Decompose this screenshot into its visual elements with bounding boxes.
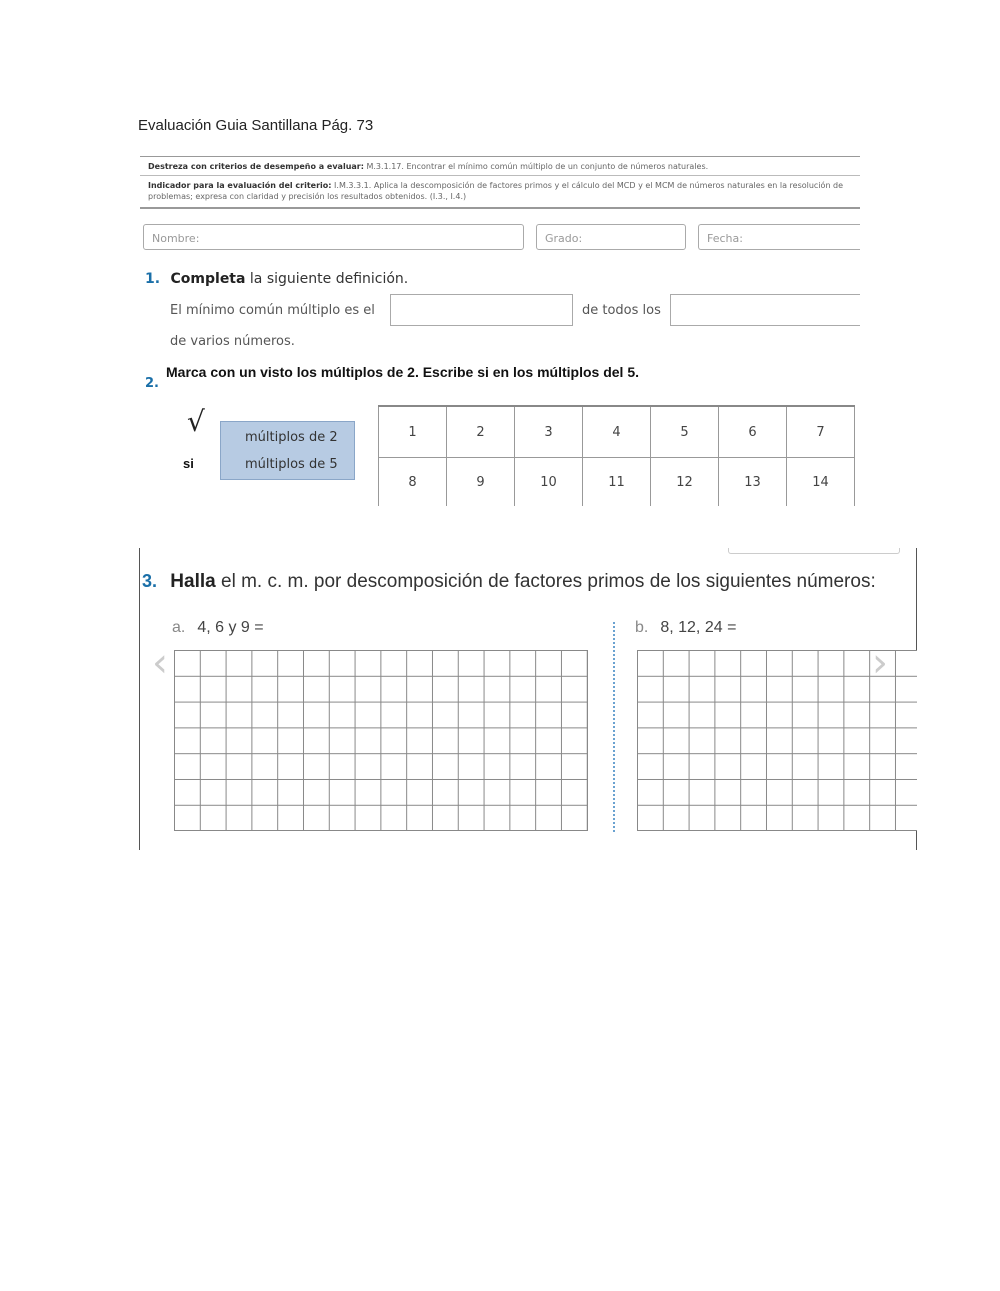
q2-number: 2. xyxy=(145,376,159,391)
number-cell[interactable]: 1 xyxy=(379,406,447,458)
criteria-header xyxy=(140,156,860,209)
column-divider xyxy=(613,622,615,832)
number-cell[interactable]: 10 xyxy=(515,458,583,507)
grid-workspace-a[interactable] xyxy=(174,650,588,831)
q1-line2: de varios números. xyxy=(170,334,295,349)
panel-top-tab xyxy=(728,548,900,554)
q1-title-rest: la siguiente definición. xyxy=(245,271,409,287)
panel-left-border xyxy=(139,548,140,850)
q1-title xyxy=(145,271,408,287)
numbers-table xyxy=(378,405,855,506)
q1-title-bold: Completa xyxy=(170,271,246,287)
q3-b-letter: b. xyxy=(635,619,649,636)
indicador-text: I.M.3.3.1. Aplica la descomposición de factores primos y el cálculo del MCD y el MCM de números naturales en la resolución de problemas; expresa con claridad y precisión los resultados obtenidos. (I.3., I.4.) xyxy=(148,181,844,201)
nombre-label: Nombre: xyxy=(152,232,200,245)
q3-b-text: 8, 12, 24 = xyxy=(660,619,737,636)
q3-part-b xyxy=(635,619,736,637)
check-mark-icon: √ xyxy=(187,405,205,438)
q3-part-a xyxy=(172,619,264,637)
fecha-label: Fecha: xyxy=(707,232,743,245)
number-cell[interactable]: 6 xyxy=(719,406,787,458)
destreza-row xyxy=(148,162,708,171)
number-cell[interactable]: 9 xyxy=(447,458,515,507)
nombre-field[interactable] xyxy=(143,224,524,250)
q1-number: 1. xyxy=(145,271,161,287)
destreza-text: M.3.1.17. Encontrar el mínimo común múltiplo de un conjunto de números naturales. xyxy=(366,162,709,171)
chevron-left-icon[interactable]: ‹ xyxy=(152,640,168,686)
q3-a-letter: a. xyxy=(172,619,186,636)
page-title: Evaluación Guia Santillana Pág. 73 xyxy=(138,117,374,134)
q3-title-rest: el m. c. m. por descomposición de factores primos de los siguientes números: xyxy=(215,571,876,592)
number-cell[interactable]: 8 xyxy=(379,458,447,507)
si-label: si xyxy=(183,456,194,471)
number-cell[interactable]: 3 xyxy=(515,406,583,458)
multiples-legend xyxy=(220,421,355,480)
q1-blank-2[interactable] xyxy=(670,294,860,326)
number-cell[interactable]: 14 xyxy=(787,458,855,507)
legend-multiplos-5: múltiplos de 5 xyxy=(245,457,338,472)
q3-number: 3. xyxy=(142,571,158,591)
number-cell[interactable]: 11 xyxy=(583,458,651,507)
q3-title xyxy=(142,571,876,593)
number-cell[interactable]: 4 xyxy=(583,406,651,458)
number-cell[interactable]: 7 xyxy=(787,406,855,458)
table-row xyxy=(379,406,855,458)
q3-a-text: 4, 6 y 9 = xyxy=(197,619,264,636)
number-cell[interactable]: 5 xyxy=(651,406,719,458)
number-cell[interactable]: 2 xyxy=(447,406,515,458)
destreza-label: Destreza con criterios de desempeño a evaluar: xyxy=(148,162,364,171)
grado-label: Grado: xyxy=(545,232,583,245)
indicador-row xyxy=(148,180,848,202)
fecha-field[interactable] xyxy=(698,224,860,250)
q3-title-bold: Halla xyxy=(170,571,216,592)
number-cell[interactable]: 12 xyxy=(651,458,719,507)
chevron-right-icon[interactable]: › xyxy=(872,640,888,686)
number-cell[interactable]: 13 xyxy=(719,458,787,507)
table-row xyxy=(379,458,855,507)
grado-field[interactable] xyxy=(536,224,686,250)
q2-title: Marca con un visto los múltiplos de 2. Escribe si en los múltiplos del 5. xyxy=(166,364,640,380)
indicador-label: Indicador para la evaluación del criterio: xyxy=(148,181,332,190)
q1-blank-1[interactable] xyxy=(390,294,573,326)
q1-line1-a: El mínimo común múltiplo es el xyxy=(170,303,375,318)
q1-line1-b: de todos los xyxy=(582,303,661,318)
legend-multiplos-2: múltiplos de 2 xyxy=(245,430,338,445)
